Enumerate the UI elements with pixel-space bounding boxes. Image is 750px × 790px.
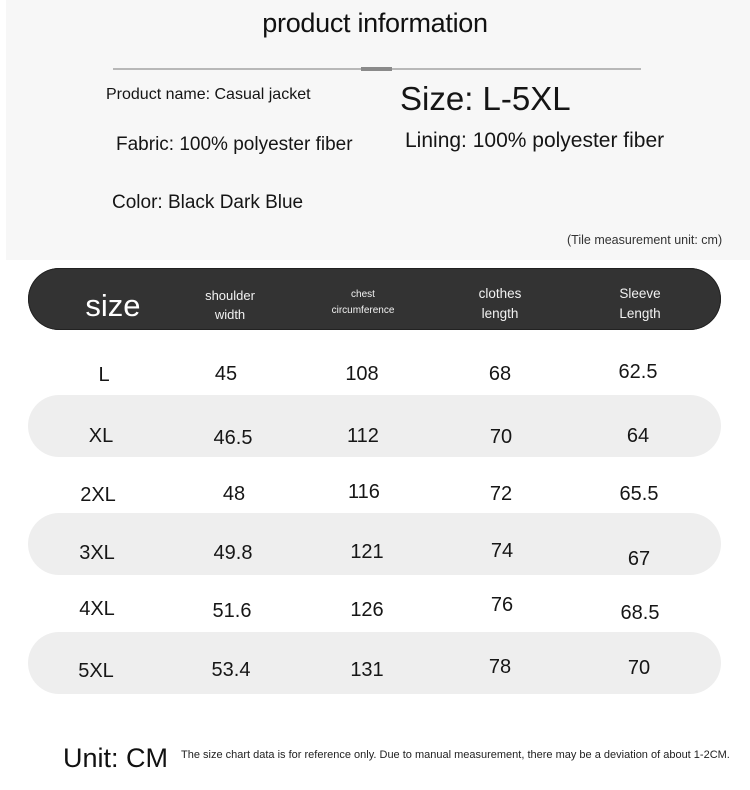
cell-shoulder: 51.6 [212, 600, 252, 622]
measurement-note: (Tile measurement unit: cm) [567, 233, 723, 247]
header-shoulder-line2: width [214, 307, 246, 322]
cell-chest: 121 [350, 541, 384, 563]
cell-sleeve: 68.5 [620, 602, 660, 624]
product-name: Product name: Casual jacket [106, 86, 311, 103]
cell-chest: 108 [345, 363, 379, 385]
size-range: Size: L-5XL [400, 80, 571, 117]
header-chest-line2: circumference [331, 305, 395, 316]
header-clothes-length [450, 284, 550, 324]
header-chest-circumference [313, 287, 413, 319]
footer-unit: Unit: CM [63, 743, 169, 773]
cell-size: 3XL [79, 542, 115, 564]
header-chest-line1: chest [351, 289, 375, 300]
cell-length: 74 [490, 540, 514, 562]
lining-info: Lining: 100% polyester fiber [405, 129, 665, 152]
header-clothes-line1: clothes [478, 286, 522, 301]
cell-size: XL [88, 425, 114, 447]
header-sleeve-line2: Length [619, 306, 661, 321]
cell-length: 70 [489, 426, 513, 448]
cell-shoulder: 45 [214, 363, 238, 385]
cell-sleeve: 62.5 [618, 361, 658, 383]
cell-length: 68 [488, 363, 512, 385]
info-title: product information [262, 8, 488, 38]
cell-length: 72 [489, 483, 513, 505]
header-sleeve-line1: Sleeve [619, 286, 661, 301]
cell-length: 78 [488, 656, 512, 678]
cell-size: 2XL [80, 484, 116, 506]
cell-length: 76 [490, 594, 514, 616]
cell-sleeve: 64 [626, 425, 650, 447]
cell-sleeve: 67 [627, 548, 651, 570]
cell-chest: 131 [350, 659, 384, 681]
cell-chest: 126 [350, 599, 384, 621]
cell-size: 4XL [79, 598, 115, 620]
header-size: size [85, 288, 141, 323]
header-sleeve-length [590, 284, 690, 324]
cell-sleeve: 70 [627, 657, 651, 679]
footer-disclaimer: The size chart data is for reference only. Due to manual measurement, there may be a deviation of about 1-2CM. [181, 749, 730, 761]
cell-sleeve: 65.5 [619, 483, 659, 505]
header-shoulder-width [180, 286, 280, 324]
header-clothes-line2: length [481, 306, 519, 321]
cell-chest: 112 [347, 425, 379, 447]
cell-shoulder: 53.4 [211, 659, 251, 681]
cell-shoulder: 49.8 [213, 542, 253, 564]
title-divider-accent [361, 67, 392, 71]
cell-chest: 116 [348, 481, 380, 503]
cell-size: 5XL [78, 660, 114, 682]
fabric-info: Fabric: 100% polyester fiber [116, 134, 353, 155]
header-shoulder-line1: shoulder [205, 288, 255, 303]
color-info: Color: Black Dark Blue [112, 192, 304, 213]
cell-shoulder: 46.5 [213, 427, 253, 449]
cell-shoulder: 48 [222, 483, 246, 505]
cell-size: L [98, 364, 110, 386]
